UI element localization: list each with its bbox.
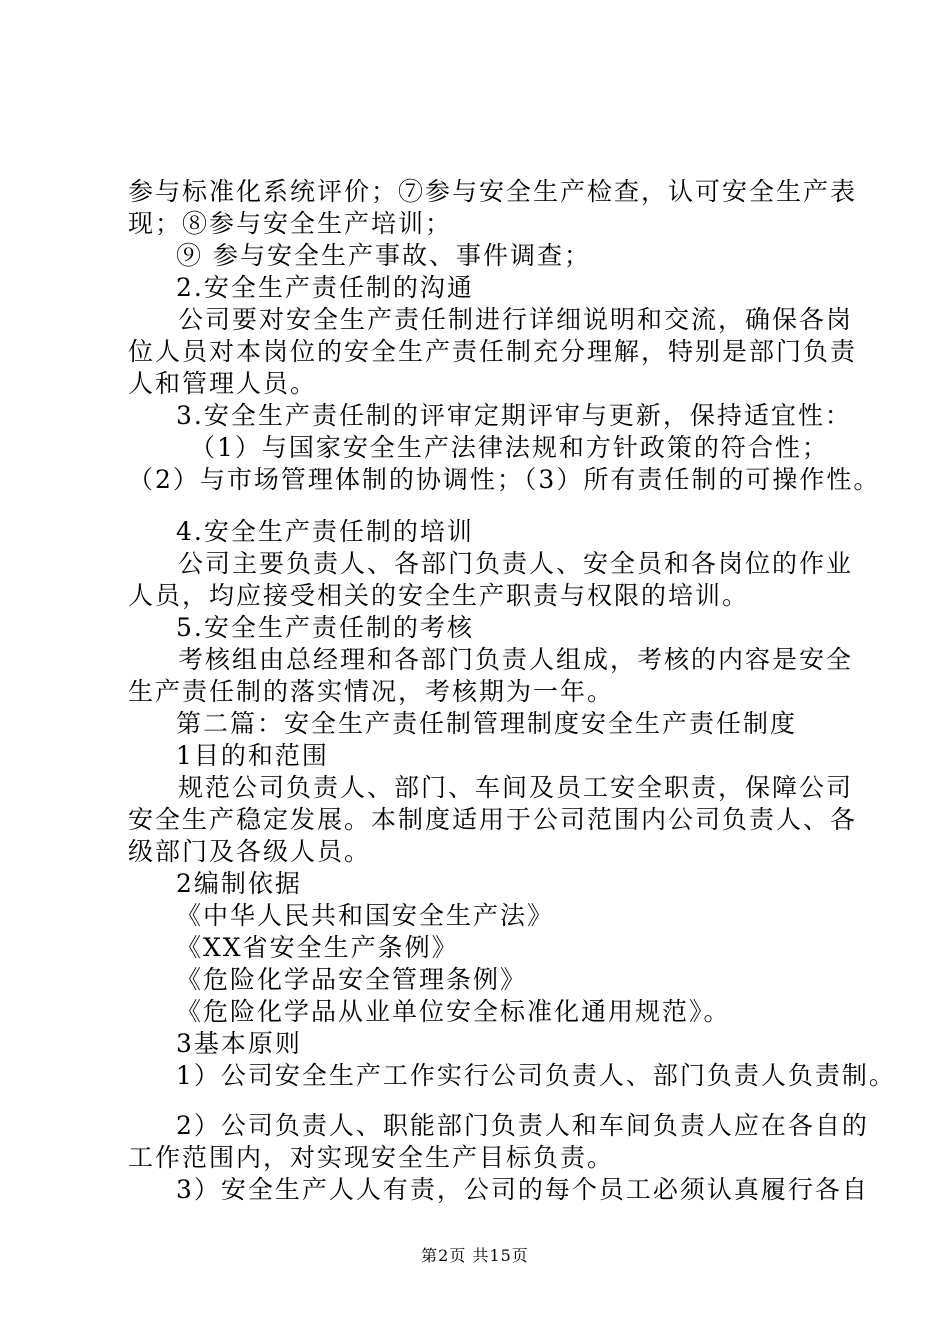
text-line: 3基本原则 bbox=[176, 1029, 302, 1058]
text-line: 《危险化学品从业单位安全标准化通用规范》。 bbox=[176, 997, 731, 1026]
text-line: 4.安全生产责任制的培训 bbox=[176, 517, 474, 546]
text-line: 安全生产稳定发展。本制度适用于公司范围内公司负责人、各 bbox=[128, 805, 858, 834]
text-line: 1目的和范围 bbox=[176, 741, 329, 770]
text-line: 考核组由总经理和各部门负责人组成，考核的内容是安全 bbox=[178, 645, 854, 674]
text-line: 参与标准化系统评价；⑦参与安全生产检查，认可安全生产表 bbox=[128, 177, 858, 206]
page-number-footer: 第2页 共15页 bbox=[421, 1246, 529, 1265]
text-line: 《XX省安全生产条例》 bbox=[176, 933, 459, 962]
text-line: （2）与市场管理体制的协调性；（3）所有责任制的可操作性。 bbox=[128, 465, 881, 494]
text-line: 规范公司负责人、部门、车间及员工安全职责，保障公司 bbox=[178, 773, 854, 802]
text-line: 《中华人民共和国安全生产法》 bbox=[176, 901, 555, 930]
text-line: （1）与国家安全生产法律法规和方针政策的符合性； bbox=[190, 433, 829, 462]
text-line: 5.安全生产责任制的考核 bbox=[176, 613, 474, 642]
text-line: 工作范围内，对实现安全生产目标负责。 bbox=[128, 1143, 615, 1172]
text-line: 1）公司安全生产工作实行公司负责人、部门负责人负责制。 bbox=[176, 1061, 896, 1090]
text-line: 公司要对安全生产责任制进行详细说明和交流，确保各岗 bbox=[178, 305, 854, 334]
text-line: 2.安全生产责任制的沟通 bbox=[176, 273, 474, 302]
text-line: 人员，均应接受相关的安全生产职责与权限的培训。 bbox=[128, 581, 750, 610]
text-line: ⑨ 参与安全生产事故、事件调查； bbox=[176, 241, 591, 270]
text-line: 现；⑧参与安全生产培训； bbox=[128, 209, 453, 238]
text-line: 人和管理人员。 bbox=[128, 369, 318, 398]
text-line: 3）安全生产人人有责，公司的每个员工必须认真履行各自 bbox=[176, 1175, 869, 1204]
text-line: 级部门及各级人员。 bbox=[128, 837, 372, 866]
text-line: 2编制依据 bbox=[176, 869, 302, 898]
text-line: 公司主要负责人、各部门负责人、安全员和各岗位的作业 bbox=[178, 549, 854, 578]
section-heading: 第二篇：安全生产责任制管理制度安全生产责任制度 bbox=[176, 709, 798, 738]
text-line: 2）公司负责人、职能部门负责人和车间负责人应在各自的 bbox=[176, 1111, 869, 1140]
text-line: 生产责任制的落实情况，考核期为一年。 bbox=[128, 677, 615, 706]
text-line: 《危险化学品安全管理条例》 bbox=[176, 965, 528, 994]
text-line: 3.安全生产责任制的评审定期评审与更新，保持适宜性： bbox=[176, 401, 852, 430]
text-line: 位人员对本岗位的安全生产责任制充分理解，特别是部门负责 bbox=[128, 337, 858, 366]
